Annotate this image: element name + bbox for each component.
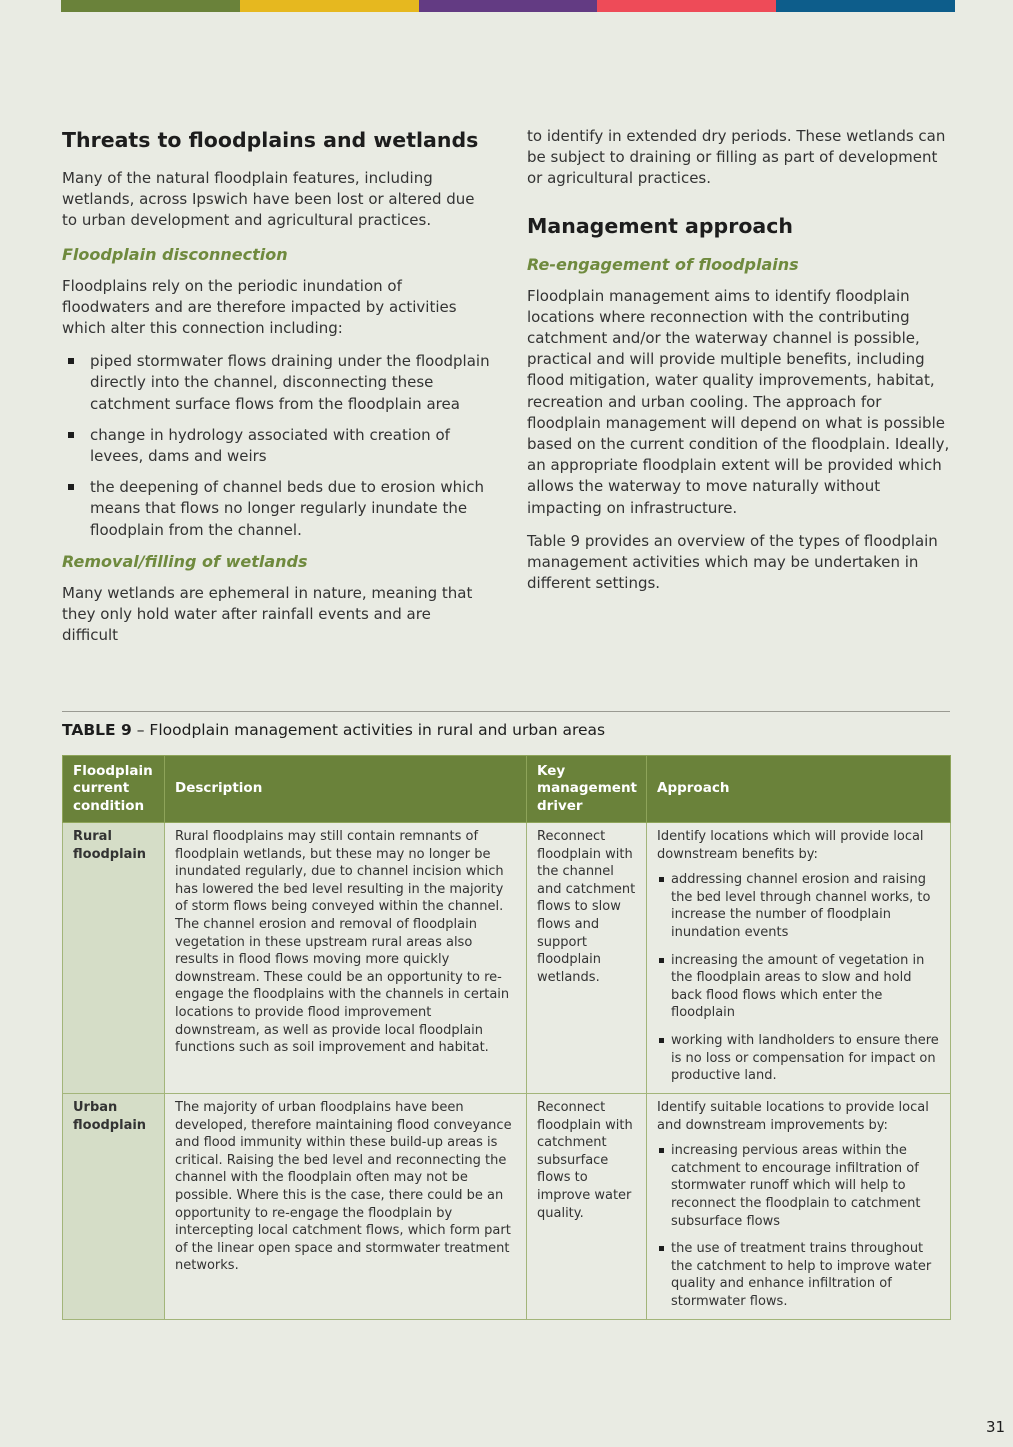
approach-list — [657, 1142, 940, 1310]
approach-intro: Identify locations which will provide local downstream benefits by: — [657, 829, 924, 862]
driver-cell: Reconnect floodplain with the channel and catchment flows to slow flows and support floodplain wetlands. — [527, 823, 647, 1094]
header-condition: Floodplain current condition — [63, 756, 165, 823]
floodplain-disconnection-subheading: Floodplain disconnection — [62, 244, 288, 264]
table-intro-paragraph: Table 9 provides an overview of the types of floodplain management activities which may be undertaken in different settings. — [527, 531, 938, 593]
bullet-item: change in hydrology associated with creation of levees, dams and weirs — [62, 425, 490, 467]
approach-cell — [647, 1094, 951, 1320]
header-approach: Approach — [647, 756, 951, 823]
threats-heading: Threats to floodplains and wetlands — [62, 128, 479, 152]
color-bar-segment-red — [597, 0, 776, 12]
header-driver: Key management driver — [527, 756, 647, 823]
bullet-item: piped stormwater flows draining under the floodplain directly into the channel, disconnecting these catchment surface flows from the floodplain area — [62, 351, 490, 415]
approach-item: the use of treatment trains throughout the catchment to help to improve water quality and enhance infiltration of stormwater flows. — [657, 1240, 940, 1310]
table-row — [63, 1094, 951, 1320]
right-column — [527, 126, 955, 606]
approach-intro: Identify suitable locations to provide local and downstream improvements by: — [657, 1100, 929, 1133]
approach-item: increasing the amount of vegetation in the floodplain areas to slow and hold back flood flows which enter the floodplain — [657, 952, 940, 1022]
management-paragraph: Floodplain management aims to identify floodplain locations where reconnection with the contributing catchment and/or the waterway channel is possible, practical and will provide multiple benefits, including flood mitigation, water quality improvements, habitat, recreation and urban cooling. The approach for floodplain management will depend on what is possible based on the current condition of the floodplain. Ideally, an appropriate floodplain extent will be provided which allows the waterway to move naturally without impacting on infrastructure. — [527, 286, 950, 517]
floodplain-activities-table — [62, 755, 951, 1320]
table-caption-text: – Floodplain management activities in rural and urban areas — [131, 721, 606, 739]
removal-filling-paragraph: Many wetlands are ephemeral in nature, meaning that they only hold water after rainfall events and are difficult — [62, 583, 473, 645]
table-caption-label: TABLE 9 — [62, 721, 132, 739]
management-approach-heading: Management approach — [527, 213, 793, 238]
continued-paragraph: to identify in extended dry periods. These wetlands can be subject to draining or filling as part of development or agricultural practices. — [527, 127, 946, 188]
description-cell: Rural floodplains may still contain remnants of floodplain wetlands, but these may no longer be inundated regularly, due to channel incision which has lowered the bed level resulting in the majority of storm flows being conveyed within the channel. The channel erosion and removal of floodplain vegetation in these upstream rural areas also results in flood flows moving more quickly downstream. These could be an opportunity to re-engage the floodplains with the channels in certain locations to provide flood improvement downstream, as well as provide local floodplain functions such as soil improvement and habitat. — [165, 823, 527, 1094]
driver-cell: Reconnect floodplain with catchment subsurface flows to improve water quality. — [527, 1094, 647, 1320]
removal-filling-wetlands-subheading: Removal/filling of wetlands — [62, 551, 308, 571]
threats-intro: Many of the natural floodplain features, including wetlands, across Ipswich have been lost or altered due to urban development and agricultural practices. — [62, 169, 475, 230]
table-header-row — [63, 756, 951, 823]
condition-cell: Urban floodplain — [63, 1094, 165, 1320]
approach-cell — [647, 823, 951, 1094]
approach-item: addressing channel erosion and raising the bed level through channel works, to increase the number of floodplain inundation events — [657, 871, 940, 941]
re-engagement-subheading: Re-engagement of floodplains — [527, 254, 799, 274]
color-bar-segment-yellow — [240, 0, 419, 12]
approach-list — [657, 871, 940, 1085]
description-cell: The majority of urban floodplains have been developed, therefore maintaining flood conveyance and flood immunity within these build-up areas is critical. Raising the bed level and reconnecting the channel with the floodplain often may not be possible. Where this is the case, there could be an opportunity to re-engage the floodplain by intercepting local catchment flows, which form part of the linear open space and stormwater treatment networks. — [165, 1094, 527, 1320]
condition-cell: Rural floodplain — [63, 823, 165, 1094]
bullet-item: the deepening of channel beds due to erosion which means that flows no longer regularly inundate the floodplain from the channel. — [62, 477, 490, 541]
approach-item: increasing pervious areas within the catchment to encourage infiltration of stormwater runoff which will help to reconnect the floodplain to catchment subsurface flows — [657, 1142, 940, 1230]
table-row — [63, 823, 951, 1094]
disconnection-bullet-list — [62, 351, 490, 541]
table-caption — [62, 719, 605, 741]
color-bar-segment-purple — [419, 0, 598, 12]
floodplain-disconnection-paragraph: Floodplains rely on the periodic inundation of floodwaters and are therefore impacted by activities which alter this connection including: — [62, 276, 457, 338]
section-divider — [62, 711, 950, 712]
color-bar-segment-blue — [776, 0, 955, 12]
decorative-color-bar — [61, 0, 955, 12]
left-column — [62, 126, 490, 658]
page-number: 31 — [986, 1418, 1006, 1436]
color-bar-segment-green — [61, 0, 240, 12]
header-description: Description — [165, 756, 527, 823]
approach-item: working with landholders to ensure there is no loss or compensation for impact on productive land. — [657, 1032, 940, 1085]
